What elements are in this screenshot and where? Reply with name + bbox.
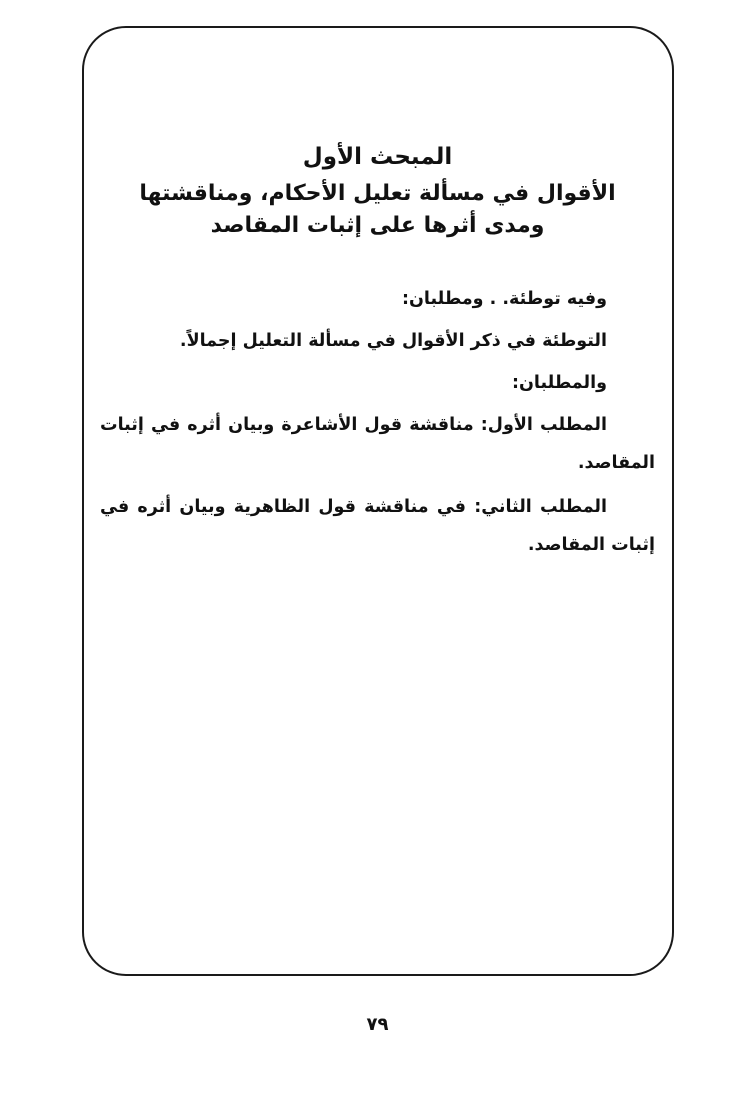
sections-label: والمطلبان: xyxy=(511,373,607,393)
section-2-paragraph: المطلب الثاني: في مناقشة قول الظاهرية وبيان أثره في إثبات المقاصد. xyxy=(100,497,655,555)
preface-paragraph: التوطئة في ذكر الأقوال في مسألة التعليل إجمالاً. xyxy=(179,331,607,351)
chapter-subtitle-line2: ومدى أثرها على إثبات المقاصد xyxy=(210,213,545,238)
chapter-heading: المبحث الأول xyxy=(302,144,453,170)
intro-paragraph: وفيه توطئة. . ومطلبان: xyxy=(401,289,607,309)
page-content xyxy=(100,140,655,570)
chapter-titles xyxy=(100,140,655,242)
page-number: ٧٩ xyxy=(366,1014,389,1035)
chapter-subtitle-line1: الأقوال في مسألة تعليل الأحكام، ومناقشتها xyxy=(139,181,616,206)
section-1-paragraph: المطلب الأول: مناقشة قول الأشاعرة وبيان أثره في إثبات المقاصد. xyxy=(100,415,655,473)
